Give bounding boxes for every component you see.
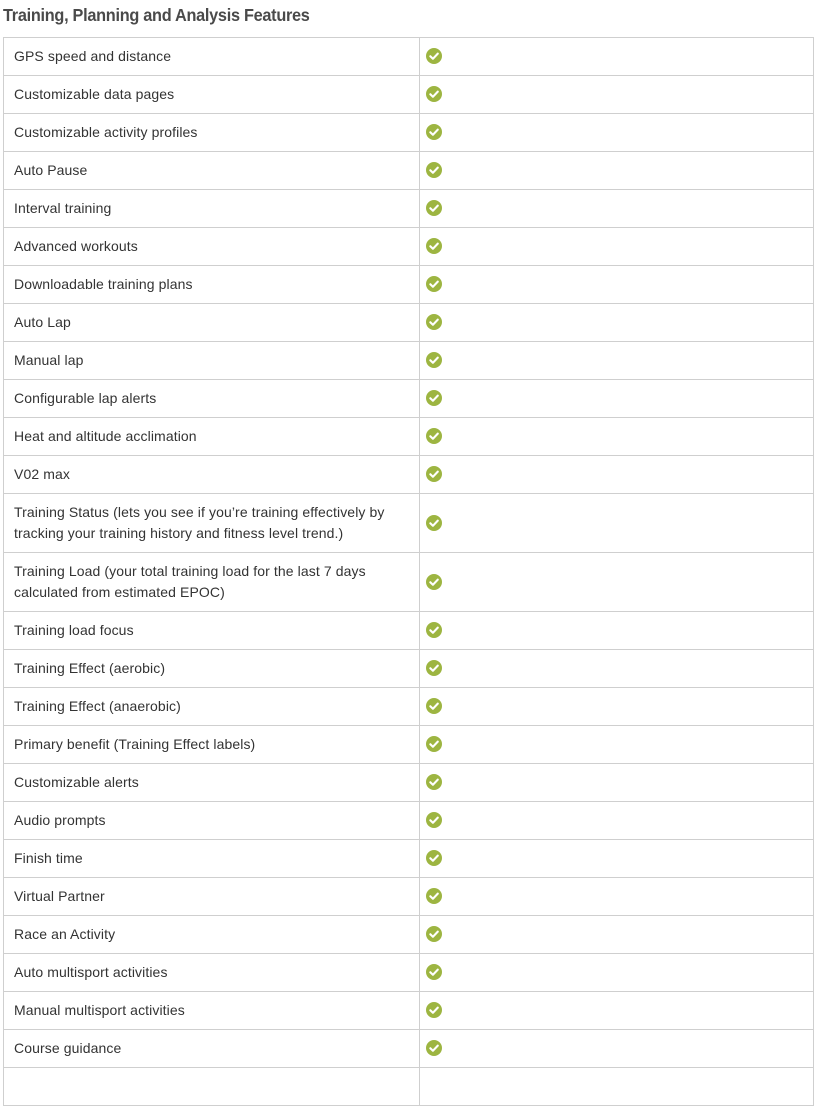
- feature-value: [420, 553, 814, 612]
- feature-value: [420, 114, 814, 152]
- table-row: [4, 840, 814, 878]
- check-icon: [426, 428, 442, 444]
- table-row: [4, 494, 814, 553]
- check-icon: [426, 660, 442, 676]
- feature-name: Audio prompts: [4, 802, 420, 840]
- check-icon: [426, 812, 442, 828]
- check-icon: [426, 888, 442, 904]
- features-table-body: [4, 38, 814, 1106]
- feature-name: Virtual Partner: [4, 878, 420, 916]
- table-row: [4, 418, 814, 456]
- check-icon: [426, 162, 442, 178]
- feature-value: [420, 916, 814, 954]
- feature-value: [420, 152, 814, 190]
- table-row: [4, 190, 814, 228]
- table-row: [4, 764, 814, 802]
- table-row: [4, 726, 814, 764]
- feature-name: Heat and altitude acclimation: [4, 418, 420, 456]
- table-row: [4, 1030, 814, 1068]
- table-row: [4, 114, 814, 152]
- table-row: [4, 688, 814, 726]
- table-row: [4, 878, 814, 916]
- feature-name: Course guidance: [4, 1030, 420, 1068]
- check-icon: [426, 86, 442, 102]
- feature-value: [420, 1068, 814, 1106]
- check-icon: [426, 48, 442, 64]
- table-row: [4, 76, 814, 114]
- feature-name: GPS speed and distance: [4, 38, 420, 76]
- check-icon: [426, 238, 442, 254]
- feature-value: [420, 38, 814, 76]
- check-icon: [426, 1040, 442, 1056]
- check-icon: [426, 622, 442, 638]
- feature-value: [420, 1030, 814, 1068]
- check-icon: [426, 736, 442, 752]
- feature-name: Customizable activity profiles: [4, 114, 420, 152]
- check-icon: [426, 926, 442, 942]
- feature-value: [420, 992, 814, 1030]
- feature-value: [420, 802, 814, 840]
- check-icon: [426, 352, 442, 368]
- feature-value: [420, 456, 814, 494]
- feature-value: [420, 342, 814, 380]
- feature-name: Training Effect (aerobic): [4, 650, 420, 688]
- feature-name: Customizable data pages: [4, 76, 420, 114]
- feature-value: [420, 380, 814, 418]
- feature-name: Auto multisport activities: [4, 954, 420, 992]
- feature-value: [420, 494, 814, 553]
- feature-value: [420, 840, 814, 878]
- feature-name: V02 max: [4, 456, 420, 494]
- feature-value: [420, 612, 814, 650]
- feature-name: Manual multisport activities: [4, 992, 420, 1030]
- check-icon: [426, 515, 442, 531]
- feature-name: Customizable alerts: [4, 764, 420, 802]
- table-row: [4, 553, 814, 612]
- table-row: [4, 954, 814, 992]
- check-icon: [426, 124, 442, 140]
- feature-name: Configurable lap alerts: [4, 380, 420, 418]
- feature-value: [420, 726, 814, 764]
- check-icon: [426, 574, 442, 590]
- table-row: [4, 650, 814, 688]
- feature-name: Auto Lap: [4, 304, 420, 342]
- feature-name: Interval training: [4, 190, 420, 228]
- feature-name: Finish time: [4, 840, 420, 878]
- table-row: [4, 304, 814, 342]
- table-row: [4, 1068, 814, 1106]
- table-row: [4, 38, 814, 76]
- feature-name: Auto Pause: [4, 152, 420, 190]
- feature-value: [420, 688, 814, 726]
- section-title: Training, Planning and Analysis Features: [3, 5, 310, 25]
- check-icon: [426, 774, 442, 790]
- table-row: [4, 992, 814, 1030]
- table-row: [4, 342, 814, 380]
- check-icon: [426, 1002, 442, 1018]
- features-table: [3, 37, 814, 1106]
- feature-value: [420, 190, 814, 228]
- table-row: [4, 802, 814, 840]
- feature-name: [4, 1068, 420, 1106]
- feature-value: [420, 650, 814, 688]
- table-row: [4, 612, 814, 650]
- table-row: [4, 152, 814, 190]
- feature-value: [420, 76, 814, 114]
- check-icon: [426, 390, 442, 406]
- check-icon: [426, 698, 442, 714]
- feature-name: Training Status (lets you see if you’re training effectively by tracking your training history and fitness level trend.): [4, 494, 420, 553]
- feature-value: [420, 418, 814, 456]
- table-row: [4, 266, 814, 304]
- feature-name: Downloadable training plans: [4, 266, 420, 304]
- table-row: [4, 380, 814, 418]
- table-row: [4, 916, 814, 954]
- check-icon: [426, 850, 442, 866]
- feature-value: [420, 878, 814, 916]
- feature-name: Training Effect (anaerobic): [4, 688, 420, 726]
- feature-name: Manual lap: [4, 342, 420, 380]
- feature-value: [420, 228, 814, 266]
- feature-value: [420, 954, 814, 992]
- feature-name: Training load focus: [4, 612, 420, 650]
- check-icon: [426, 200, 442, 216]
- feature-name: Training Load (your total training load for the last 7 days calculated from estimated EPOC): [4, 553, 420, 612]
- feature-value: [420, 764, 814, 802]
- table-row: [4, 456, 814, 494]
- feature-value: [420, 266, 814, 304]
- check-icon: [426, 964, 442, 980]
- feature-name: Race an Activity: [4, 916, 420, 954]
- check-icon: [426, 314, 442, 330]
- feature-name: Primary benefit (Training Effect labels): [4, 726, 420, 764]
- table-row: [4, 228, 814, 266]
- feature-name: Advanced workouts: [4, 228, 420, 266]
- feature-value: [420, 304, 814, 342]
- check-icon: [426, 466, 442, 482]
- check-icon: [426, 276, 442, 292]
